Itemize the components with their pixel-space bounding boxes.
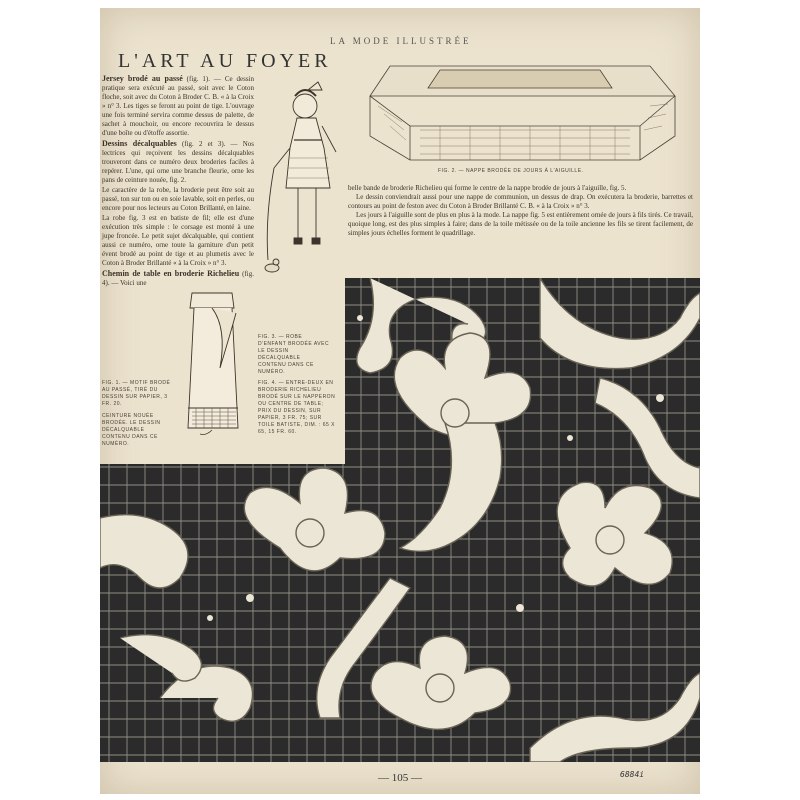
- fig3-caption: FIG. 3. — ROBE D'ENFANT BRODÉE AVEC LE DESSIN DÉCALQUABLE CONTENU DANS CE NUMÉRO.: [258, 334, 330, 375]
- paragraph-1-text: (fig. 1). — Ce dessin pratique sera exécuté au passé, soit avec le Coton floche, soit avec du Coton à Broder C. B. « à la Croix » n° 3. Les tiges se feront au point de tige. L'ouvrage une fois terminé servira comme dessus de palette, de sachet à mouchoir, ou encore recouvrira le dessus d'une boîte ou d'étoffe assortie.: [102, 75, 255, 137]
- fig2-caption: FIG. 2. — NAPPE BRODÉE DE JOURS À L'AIGUILLE.: [438, 168, 584, 174]
- paragraph-5-text: (fig. 4). — Voici une: [102, 270, 254, 287]
- paragraph-2: [102, 139, 254, 185]
- fig2-tablecloth-illustration: [350, 56, 690, 168]
- middle-paragraph-2: Le dessin conviendrait aussi pour une nappe de communion, un dessus de drap. On exécutera la broderie, barrettes et contours au point de feston avec du Coton à Broder Brillanté C. B. « à la Croix » n° 3.: [348, 193, 693, 210]
- fig3-child-dress-illustration: [250, 78, 350, 288]
- running-head: LA MODE ILLUSTRÉE: [330, 36, 472, 46]
- fig1-caption: FIG. 1. — MOTIF BRODÉ AU PASSÉ, TIRÉ DU DESSIN SUR PAPIER, 3 FR. 20.: [102, 380, 171, 407]
- page-number: — 105 —: [378, 772, 422, 784]
- paragraph-5-heading: Chemin de table en broderie Richelieu: [102, 269, 240, 278]
- paragraph-4: La robe fig. 3 est en batiste de fil; elle est d'une exécution très simple : le corsage est monté à une jupe froncée. Le petit sujet décalquable, qui contient aussi ce numéro, orne toute la garniture d'un petit évent brodé au point de tige et au plumetis avec le Coton à Broder Brillanté « à la Croix » n° 3.: [102, 214, 254, 267]
- middle-column: [348, 184, 693, 238]
- handwritten-mark: 6884i: [620, 770, 645, 779]
- fig4-richelieu-lace-illustration: [100, 278, 700, 762]
- paragraph-2-text: (fig. 2 et 3). — Nos lectrices qui reçoivent les dessins décalquables trouveront dans ce numéro deux broderies faciles à repérer. L'une, qui orne une branche fleurie, orne les pans de ceinture nouée, fig. 2.: [102, 140, 254, 184]
- paragraph-1: [102, 74, 254, 138]
- magazine-page: [100, 8, 700, 794]
- paragraph-2-heading: Dessins décalquables: [102, 139, 177, 148]
- section-title: L'ART AU FOYER: [118, 50, 332, 72]
- middle-paragraph-3: Les jours à l'aiguille sont de plus en plus à la mode. La nappe fig. 5 est entièrement ornée de jours à fils tirés. Ce travail, quoique long, est des plus simples à faire; dans de la toile métissée ou de la toile ancienne les fils se tirent facilement, de simples jours échelles forment le quadrillage.: [348, 211, 693, 237]
- paragraph-3: Le caractère de la robe, la broderie peut être soit au passé, ton sur ton ou en soie lavable, soit en perles, ou encore pour nos lecteurs au Coton Brillanté, en laine.: [102, 186, 254, 212]
- fig4-caption: FIG. 4. — ENTRE-DEUX EN BRODERIE RICHELIEU BRODÉ SUR LE NAPPERON OU CENTRE DE TABLE; PRIX DU DESSIN, SUR PAPIER, 3 FR. 75; SUR TOILE BATISTE, DIM. : 65 X 65, 15 FR. 60.: [258, 380, 336, 435]
- left-column: [102, 74, 254, 289]
- middle-paragraph-1: belle bande de broderie Richelieu qui forme le centre de la nappe brodée de jours à l'aiguille, fig. 5.: [348, 184, 627, 192]
- paragraph-1-heading: Jersey brodé au passé: [102, 74, 183, 83]
- fig1b-caption: CEINTURE NOUÉE BRODÉE. LE DESSIN DÉCALQUABLE CONTENU DANS CE NUMÉRO.: [102, 413, 161, 447]
